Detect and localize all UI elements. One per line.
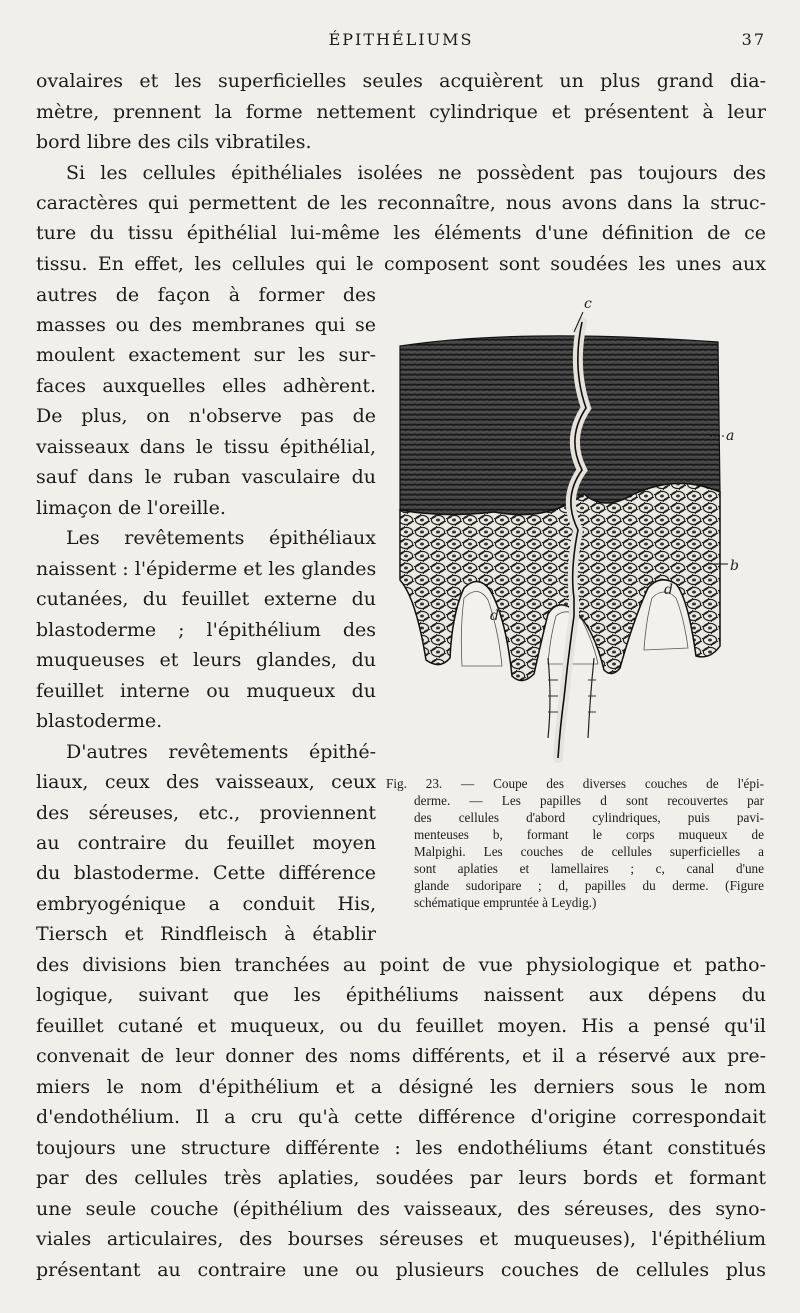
text-line: du blastoderme. Cette différence [36,862,376,884]
text-line: naissent : l'épiderme et les glandes [36,558,377,580]
text-line: muqueuses et leurs glandes, du [36,649,376,671]
text-line: moulent exactement sur les sur- [36,344,376,366]
text-line: tissu. En effet, les cellules qui le composent sont soudées les unes aux [36,253,766,275]
caption-line: schématique empruntée à Leydig.) [414,895,597,910]
text-line: par des cellules très aplaties, soudées par leurs bords et formant [36,1167,766,1189]
caption-line: derme. — Les papilles d sont recouvertes par [414,793,764,808]
figure-label-b: b [730,558,739,574]
caption-line: menteuses b, formant le corps muqueux de [414,827,764,842]
text-line: miers le nom d'épithélium et a désigné les derniers sous le nom [36,1076,766,1098]
text-line: d'endothélium. Il a cru qu'à cette différence d'origine correspondait [36,1106,766,1128]
text-line: une seule couche (épithélium des vaisseaux, des séreuses, des syno- [36,1198,766,1220]
text-line: au contraire du feuillet moyen [36,832,376,854]
text-line: ovalaires et les superficielles seules acquièrent un plus grand dia- [36,70,766,92]
text-line: faces auxquelles elles adhèrent. [36,375,376,397]
text-line: sauf dans le ruban vasculaire du [36,466,376,488]
text-line: feuillet interne ou muqueux du [36,680,376,702]
text-line: mètre, prennent la forme nettement cylindrique et présentent à leur [36,101,766,123]
text-line: liaux, ceux des vaisseaux, ceux [36,771,376,793]
text-line: limaçon de l'oreille. [36,497,226,519]
caption-line: Malpighi. Les couches de cellules superficielles a [414,844,764,859]
text-line: De plus, on n'observe pas de [36,405,376,427]
text-line: cutanées, du feuillet externe du [36,588,376,610]
text-line: vaisseaux dans le tissu épithélial, [36,436,376,458]
text-line: caractères qui permettent de les reconnaître, nous avons dans la struc- [36,192,766,214]
text-line: des divisions bien tranchées au point de vue physiologique et patho- [36,954,766,976]
figure-label-d-left: d [490,608,499,624]
text-line: Tiersch et Rindfleisch à établir [36,923,376,945]
text-line: Les revêtements épithéliaux [66,527,376,549]
text-line: blastoderme ; l'épithélium des [36,619,376,641]
caption-line: glande sudoripare ; d, papilles du derme. (Figure [414,878,764,893]
text-line: masses ou des membranes qui se [36,314,376,336]
text-line: embryogénique a conduit His, [36,893,376,915]
running-header [36,30,766,52]
text-line: ture du tissu épithélial lui-même les éléments d'une définition de ce [36,222,766,244]
text-line: convenait de leur donner des noms différents, et il a réservé aux pre- [36,1045,766,1067]
text-line: bord libre des cils vibratiles. [36,131,312,153]
figure-label-c: c [584,296,592,312]
running-title: ÉPITHÉLIUMS [328,30,474,49]
figure-label-a: a [726,428,735,444]
text-line: toujours une structure différente : les endothéliums étant constitués [36,1137,766,1159]
text-line: autres de façon à former des [36,284,376,306]
text-line: feuillet cutané et muqueux, ou du feuillet moyen. His a pensé qu'il [36,1015,766,1037]
text-line: présentant au contraire une ou plusieurs couches de cellules plus [36,1259,766,1281]
text-line: blastoderme. [36,710,163,732]
figure-label-d-right: d [664,582,673,598]
text-line: logique, suivant que les épithéliums naissent aux dépens du [36,984,766,1006]
text-line: Si les cellules épithéliales isolées ne possèdent pas toujours des [66,162,766,184]
figure-caption [386,775,764,911]
caption-line: des cellules d'abord cylindriques, puis pavi- [414,810,764,825]
text-line: viales articulaires, des bourses séreuses et muqueuses), l'épithélium [36,1228,766,1250]
text-line: D'autres revêtements épithé- [66,741,376,763]
caption-line: sont aplaties et lamellaires ; c, canal d'une [414,861,764,876]
epidermis-figure [398,296,739,768]
caption-line: Fig. 23. — Coupe des diverses couches de l'épi- [386,776,764,791]
page-number: 37 [741,30,766,49]
text-line: des séreuses, etc., proviennent [36,802,376,824]
epidermis-illustration [398,296,739,768]
